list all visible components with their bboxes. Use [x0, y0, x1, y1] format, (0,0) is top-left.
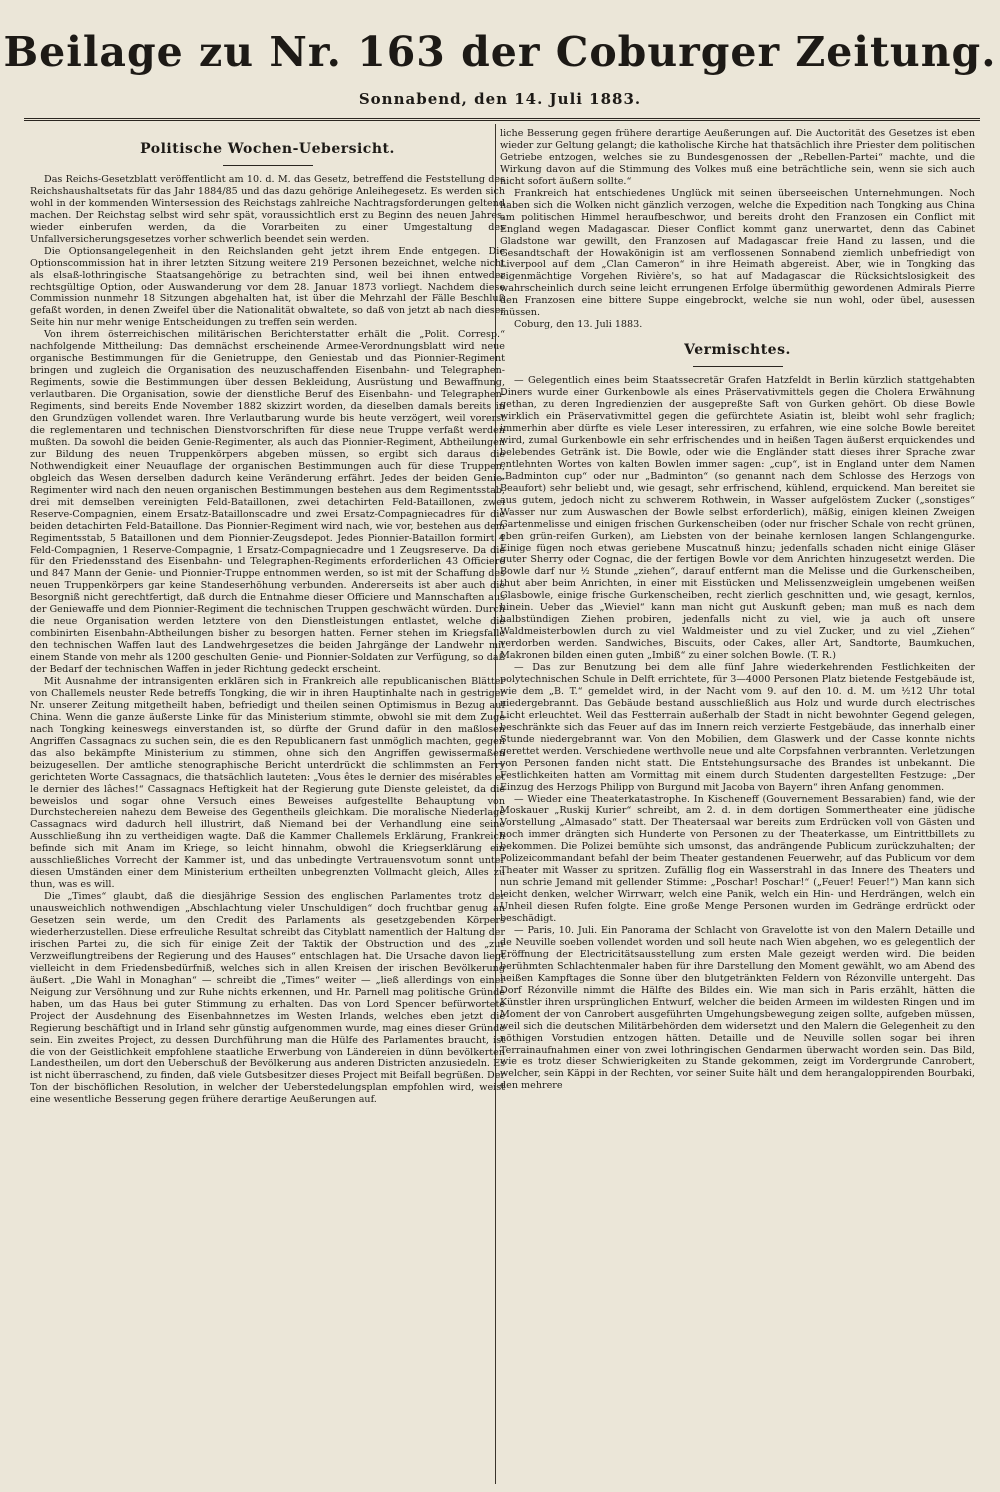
article-paragraph: Die „Times“ glaubt, daß die diesjährige Session des englischen Parlamentes trotz der unausweichlich nothwendigen „Abschlachtung vieler Unschuldigen“ doch fruchtbar genug an Gesetzen sein werde, um den Credit des Parlaments als gesetzgebenden Körpers wiederherzustellen. Diese erfreuliche Resultat schreibt das Cityblatt namentlich der Haltung der irischen Partei zu, die sich für einige Zeit der Taktik der Obstruction und des „zur Verzweiflungtreibens der Regierung und des Hauses“ entschlagen hat. Die Ursache davon liegt vielleicht in dem Friedensbedürfniß, welches sich in allen Kreisen der irischen Bevölkerung äußert. „Die Wahl in Monaghan“ — schreibt die „Times“ weiter — „ließ allerdings von einer Neigung zur Versöhnung und zur Ruhe nichts erkennen, und Hr. Parnell mag politische Gründe haben, um das Haus bei guter Stimmung zu erhalten. Das von Lord Spencer befürwortete Project der Ausdehnung des Eisenbahnnetzes im Westen Irlands, welches eben jetzt die Regierung beschäftigt und in Irland sehr günstig aufgenommen wurde, mag eines dieser Gründe sein. Ein zweites Project, zu dessen Durchführung man die Hülfe des Parlamentes braucht, ist die von der Geistlichkeit empfohlene staatliche Erwerbung von Ländereien in dünn bevölkerten Landestheilen, um dort den Ueberschuß der Bevölkerung aus anderen Districten anzusiedeln. Es ist nicht überraschend, zu finden, daß viele Gutsbesitzer dieses Project mit Beifall begrüßen. Der Ton der bischöflichen Resolution, in welcher der Ueberstedelungsplan empfohlen wird, weist eine wesentliche Besserung gegen frühere derartige Aeußerungen auf.: [30, 891, 505, 1106]
heading-rule: [223, 165, 313, 166]
masthead: [0, 26, 1000, 108]
article-paragraph: — Das zur Benutzung bei dem alle fünf Jahre wiederkehrenden Festlichkeiten der polytechnischen Schule in Delft errichtete, für 3—4000 Personen Platz bietende Festgebäude ist, wie dem „B. T.“ gemeldet wird, in der Nacht vom 9. auf den 10. d. M. um ½12 Uhr total niedergebrannt. Das Gebäude bestand ausschließlich aus Holz und wurde durch electrisches Licht erleuchtet. Weil das Festterrain außerhalb der Stadt in nicht bewohnter Gegend gelegen, beschränkte sich das Feuer auf das im Innern reich verzierte Festgebäude, das innerhalb einer Stunde niedergebrannt war. Von den Mobilien, dem Glaswerk und der Casse konnte nichts gerettet werden. Verschiedene werthvolle neue und alte Corpsfahnen verbrannten. Verletzungen von Personen fanden nicht statt. Die Entstehungsursache des Brandes ist unbekannt. Die Festlichkeiten hatten am Vormittag mit einem durch Studenten dargestellten Festzuge: „Der Einzug des Herzogs Philipp von Burgund mit Jacoba von Bayern“ ihren Anfang genommen.: [500, 662, 975, 793]
article-paragraph: Von ihrem österreichischen militärischen Berichterstatter erhält die „Polit. Corresp.“ nachfolgende Mittheilung: Das demnächst erscheinende Armee-Verordnungsblatt wird neue organische Bestimmungen für die Genietruppe, den Geniestab und das Pionnier-Regiment bringen und zugleich die Organisation des neuzuschaffenden Eisenbahn- und Telegraphen-Regiments, sowie die Bestimmungen über dessen Bekleidung, Ausrüstung und Bewaffnung, verlautbaren. Die Organisation, sowie der dienstliche Beruf des Eisenbahn- und Telegraphen-Regiments, sind bereits Ende November 1882 skizzirt worden, da dieselben damals bereits in den Grundzügen vollendet waren. Ihre Verlautbarung wurde bis heute verzögert, weil vorerst die reglementaren und technischen Dienstvorschriften für diese neue Truppe verfaßt werden mußten. Da sowohl die beiden Genie-Regimenter, als auch das Pionnier-Regiment, Abtheilungen zur Bildung des neuen Truppenkörpers abgeben müssen, so ergibt sich daraus die Nothwendigkeit einer Neuauflage der organischen Bestimmungen auch für diese Truppen, obgleich das Wesen derselben dadurch keine Veränderung erfährt. Jedes der beiden Genie-Regimenter wird nach den neuen organischen Bestimmungen bestehen aus dem Regimentsstab, drei mit demselben vereinigten Feld-Bataillonen, zwei detachirten Feld-Bataillonen, zwei Reserve-Compagnien, einem Ersatz-Bataillonscadre und zwei Ersatz-Compagniecadres für die beiden detachirten Feld-Bataillone. Das Pionnier-Regiment wird nach, wie vor, bestehen aus dem Regimentsstab, 5 Bataillonen und dem Pionnier-Zeugsdepot. Jedes Pionnier-Bataillon formirt 4 Feld-Compagnien, 1 Reserve-Compagnie, 1 Ersatz-Compagniecadre und 1 Zeugsreserve. Da die für den Friedensstand des Eisenbahn- und Telegraphen-Regiments erforderlichen 43 Officiere und 847 Mann der Genie- und Pionnier-Truppe entnommen werden, so ist mit der Schaffung des neuen Truppenkörpers gar keine Standeserhöhung verbunden. Andererseits ist aber auch die Besorgniß nicht gerechtfertigt, daß durch die Entnahme dieser Officiere und Mannschaften aus der Geniewaffe und dem Pionnier-Regiment die technischen Truppen geschwächt würden. Durch die neue Organisation werden letztere von den Dienstleistungen entlastet, welche die combinirten Eisenbahn-Abtheilungen bisher zu besorgen hatten. Ferner stehen im Kriegsfalle den technischen Waffen laut des Landwehrgesetzes die beiden Jahrgänge der Landwehr mit einem Stande von mehr als 1200 geschulten Genie- und Pionnier-Soldaten zur Verfügung, so daß der Bedarf der technischen Waffen in jeder Richtung gedeckt erscheint.: [30, 329, 505, 676]
article-paragraph: — Gelegentlich eines beim Staatssecretär Grafen Hatzfeldt in Berlin kürzlich stattgehabten Diners wurde einer Gurkenbowle als eines Präservativmittels gegen die Cholera Erwähnung gethan, zu deren Ingredienzien der ausgepreßte Saft von Gurken gehört. Ob diese Bowle wirklich ein Präservativmittel gegen die gefürchtete Asiatin ist, bleibt wohl sehr fraglich; immerhin aber dürfte es viele Leser interessiren, zu erfahren, wie eine solche Bowle bereitet wird, zumal Gurkenbowle ein sehr erfrischendes und in heißen Tagen äußerst erquickendes und belebendes Getränk ist. Die Bowle, oder wie die Engländer statt dieses ihrer Sprache zwar entlehnten Wortes von kalten Bowlen immer sagen: „cup“, ist in England unter dem Namen „Badminton cup“ oder nur „Badminton“ (so genannt nach dem Schlosse des Herzogs von Beaufort) sehr beliebt und, wie gesagt, sehr erfrischend, kühlend, erquickend. Man bereitet sie aus gutem, jedoch nicht zu schwerem Rothwein, in Wasser aufgelöstem Zucker („sonstiges“ Wasser nur zum Auswaschen der Bowle selbst erforderlich), mäßig, einigen kleinen Zweigen Gartenmelisse und einigen frischen Gurkenscheiben (oder nur frischer Schale von recht grünen, eben grün-reifen Gurken), am Liebsten von der beinahe kernlosen langen Schlangengurke. Einige fügen noch etwas geriebene Muscatnuß hinzu; jedenfalls schaden nicht einige Gläser guter Sherry oder Cognac, die der fertigen Bowle vor dem Anrichten hinzugesetzt werden. Die Bowle darf nur ½ Stunde „ziehen“, darauf entfernt man die Melisse und die Gurkenscheiben, thut aber beim Anrichten, in einer mit Eisstücken und Melissenzweiglein umgebenen weißen Glasbowle, einige frische Gurkenscheiben, recht zierlich geschnitten und, wie gesagt, kernlos, hinein. Ueber das „Wieviel“ kann man nicht gut Auskunft geben; man muß es nach dem halbstündigen Ziehen probiren, jedenfalls nicht zu viel, wie ja auch oft unsere Waldmeisterbowlen durch zu viel Waldmeister und zu viel Zucker, und zu viel „Ziehen“ verdorben werden. Sandwiches, Biscuits, oder Cakes, aller Art, Sandtorte, Baumkuchen, Makronen bilden einen guten „Imbiß“ zu einer solchen Bowle. (T. R.): [500, 375, 975, 662]
article-paragraph: Mit Ausnahme der intransigenten erklären sich in Frankreich alle republicanischen Blätter von Challemels neuster Rede betreffs Tongking, die wir in ihren Hauptinhalte nach in gestriger Nr. unserer Zeitung mitgetheilt haben, befriedigt und theilen seinen Optimismus in Bezug auf China. Wenn die ganze äußerste Linke für das Ministerium stimmte, obwohl sie mit dem Zuge nach Tongking keineswegs einverstanden ist, so dürfte der Grund dafür in den maßlosen Angriffen Cassagnacs zu suchen sein, die es den Republicanern fast unmöglich machten, gegen das also bekämpfte Ministerium zu stimmen, ohne sich den Angriffen gewissermaßen beizugesellen. Der amtliche stenographische Bericht unterdrückt die schlimmsten an Ferry gerichteten Worte Cassagnacs, die thatsächlich lauteten: „Vous êtes le dernier des misérables et le dernier des lâches!“ Cassagnacs Heftigkeit hat der Regierung gute Dienste geleistet, da die beweislos und sogar ohne Versuch eines Beweises aufgestellte Behauptung von Durchstechereien nahezu dem Beweise des Gegentheils gleichkam. Die moralische Niederlage Cassagnacs wird dadurch hell illustrirt, daß Niemand bei der Verhandlung eine seine Ausschließung ihn zu vertheidigen wagte. Daß die Kammer Challemels Erklärung, Frankreich befinde sich mit Anam im Kriege, so leicht hinnahm, obwohl die Kriegserklärung ein ausschließliches Vorrecht der Kammer ist, und das unbedingte Vertrauensvotum sonnt unter diesen Umständen einer dem Ministerium ertheilten unbegrenzten Vollmacht gleich, Alles zu thun, was es will.: [30, 675, 505, 891]
article-paragraph: — Wieder eine Theaterkatastrophe. In Kischeneff (Gouvernement Bessarabien) fand, wie der Moskauer „Ruskij Kurier“ schreibt, am 2. d. in dem dortigen Sommertheater eine jüdische Vorstellung „Almasado“ statt. Der Theatersaal war bereits zum Erdrücken voll von Gästen und noch immer drängten sich Hunderte von Personen zu der Theaterkasse, um Eintrittbillets zu bekommen. Die Polizei bemühte sich umsonst, das andrängende Publicum zurückzuhalten; der Polizeicommandant befahl der beim Theater gestandenen Feuerwehr, auf das Publicum vor dem Theater mit Wasser zu spritzen. Zufällig flog ein Wasserstrahl in das Innere des Theaters und nun schrie Jemand mit gellender Stimme: „Poschar! Poschar!“ („Feuer! Feuer!“) Man kann sich leicht denken, welcher Wirrwarr, welch eine Panik, welch ein Hin- und Herdrängen, welch ein Unheil diesen Rufen folgte. Eine große Menge Personen wurden im Gedränge erdrückt oder beschädigt.: [500, 793, 975, 925]
dateline: Coburg, den 13. Juli 1883.: [514, 319, 643, 331]
masthead-rule: [24, 118, 980, 121]
article-paragraph: Frankreich hat entschiedenes Unglück mit seinen überseeischen Unternehmungen. Noch haben sich die Wolken nicht gänzlich verzogen, welche die Expedition nach Tongking aus China am politischen Himmel heraufbeschwor, und bereits droht den Franzosen ein Conflict mit England wegen Madagascar. Dieser Conflict kommt ganz unerwartet, denn das Cabinet Gladstone war gewillt, den Franzosen auf Madagascar freie Hand zu lassen, und die Gesandtschaft der Howakönigin ist am verflossenen Sonnabend ziemlich unbefriedigt von Liverpool auf dem „Clan Cameron“ in ihre Heimath abgereist. Aber, wie in Tongking das eigenmächtige Vorgehen Rivière's, so hat auf Madagascar die Rücksichtslosigkeit des wahrscheinlich durch seine leicht errungenen Erfolge übermüthig gewordenen Admirals Pierre den Franzosen eine bittere Suppe eingebrockt, welche sie nun wohl, oder übel, ausessen müssen.: [500, 187, 975, 319]
article-paragraph: Das Reichs-Gesetzblatt veröffentlicht am 10. d. M. das Gesetz, betreffend die Feststellung des Reichshaushaltsetats für das Jahr 1884/85 und das dazu gehörige Anleihegesetz. Es werden sich wohl in der kommenden Wintersession des Reichstags zahlreiche Nachtragsforderungen geltend machen. Der Reichstag selbst wird sehr spät, voraussichtlich erst zu Beginn des neuen Jahres, wieder einberufen werden, da die Vorarbeiten zu einer Umgestaltung des Unfallversicherungsgesetzes vorher schwerlich beendet sein werden.: [30, 173, 505, 245]
article-continuation: liche Besserung gegen frühere derartige Aeußerungen auf. Die Auctorität des Gesetzes ist eben wieder zur Geltung gelangt; die katholische Kirche hat thatsächlich ihre Priester dem politischen Getriebe entzogen, welches sie zu Bundesgenossen der „Rebellen-Partei“ machte, und die Wirkung davon auf die Stimmung des Volkes muß eine beträchtliche sein, wenn sie sich auch nicht sofort äußern sollte.“: [500, 128, 975, 187]
section-heading-miscellaneous: Vermischtes.: [684, 342, 791, 359]
heading-rule: [693, 366, 783, 367]
section-heading-politics: Politische Wochen-Uebersicht.: [140, 141, 395, 157]
article-paragraph: — Paris, 10. Juli. Ein Panorama der Schlacht von Gravelotte ist von den Malern Detaille und de Neuville soeben vollendet worden und soll heute nach Wien abgehen, wo es gelegentlich der Eröffnung der Electricitätsausstellung zum ersten Male gezeigt werden wird. Die beiden berühmten Schlachtenmaler haben für ihre Darstellung den Moment gewählt, wo am Abend des heißen Kampftages die Sonne über den blutgetränkten Feldern von Rézonville untergeht. Das Dorf Rézonville nimmt die Hälfte des Bildes ein. Wie man sich in Paris erzählt, hätten die Künstler ihren ursprünglichen Entwurf, welcher die beiden Armeen im wildesten Ringen und im Moment der von Canrobert ausgeführten Umgehungsbewegung zeigen sollte, aufgeben müssen, weil sich die deutschen Militärbehörden dem widersetzt und den Malern die Gelegenheit zu den nöthigen Vorstudien entzogen hätten. Detaille und de Neuville sollen sogar bei ihren Terrainaufnahmen einer von zwei lothringischen Gendarmen überwacht worden sein. Das Bild, wie es trotz dieser Schwierigkeiten zu Stande gekommen, zeigt im Vordergrunde Canrobert, welcher, sein Käppi in der Rechten, vor seiner Suite hält und dem herangaloppirenden Bourbaki, den mehrere: [500, 925, 975, 1092]
right-column: [500, 128, 975, 1092]
masthead-date: Sonnabend, den 14. Juli 1883.: [358, 90, 642, 108]
article-paragraph: Die Optionsangelegenheit in den Reichslanden geht jetzt ihrem Ende entgegen. Die Optionscommission hat in ihrer letzten Sitzung weitere 219 Personen bezeichnet, welche nicht als elsaß-lothringische Staatsangehörige zu betrachten sind, weil bei ihnen entweder rechtsgültige Option, oder Auswanderung vor dem 28. Januar 1873 vorliegt. Nachdem diese Commission nunmehr 18 Sitzungen abgehalten hat, ist über die Mehrzahl der Fälle Beschluß gefaßt worden, in denen Zweifel über die Nationalität obwaltete, so daß von jetzt ab nach dieser Seite hin nur mehr wenige Entscheidungen zu treffen sein werden.: [30, 245, 505, 329]
left-column: [30, 128, 505, 1106]
masthead-title: Beilage zu Nr. 163 der Coburger Zeitung.: [3, 28, 997, 76]
